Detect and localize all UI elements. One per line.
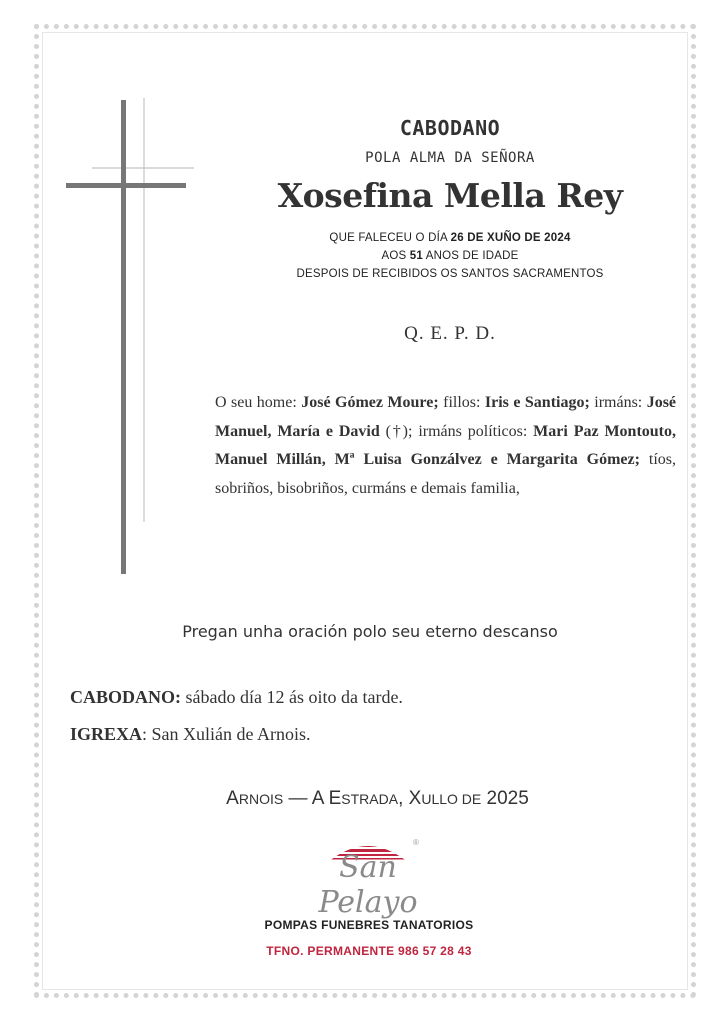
event-text: : San Xulián de Arnois.	[142, 724, 311, 744]
family-text-3: irmáns:	[589, 394, 647, 411]
event-label: IGREXA	[70, 724, 143, 744]
place-year: 2025	[481, 788, 529, 809]
cross-icon	[58, 92, 198, 582]
prayer-text: Pregan unha oración polo seu eterno descanso	[182, 622, 558, 641]
phone-number: TFNO. PERMANENTE 986 57 28 43	[266, 944, 472, 958]
place-rest-3: ULLO DE	[421, 791, 482, 807]
event-anniversary	[70, 687, 403, 708]
page-title: CABODANO	[399, 116, 501, 140]
family-text-2: fillos:	[438, 394, 485, 411]
event-church	[70, 724, 311, 745]
place-dash: —	[283, 788, 312, 809]
death-date: 26 DE XUÑO DE 2024	[450, 232, 571, 244]
place-sep: ,	[398, 788, 409, 809]
place-cap-2: A E	[311, 788, 342, 809]
event-label: CABODANO:	[70, 687, 181, 707]
qepd: Q. E. P. D.	[404, 323, 496, 344]
company-name: POMPAS FUNEBRES TANATORIOS	[264, 918, 474, 932]
place-cap-3: X	[408, 788, 422, 809]
family-children: Iris e Santiago;	[484, 394, 590, 411]
family-spouse: José Gómez Moure;	[301, 394, 439, 411]
age-prefix: AOS	[381, 250, 410, 262]
family-paragraph	[215, 389, 676, 503]
age-value: 51	[409, 250, 423, 262]
family-text-4: (†); irmáns políticos:	[379, 422, 534, 440]
age-line	[190, 247, 710, 265]
death-date-line	[190, 229, 710, 247]
age-suffix: ANOS DE IDADE	[423, 250, 519, 262]
registered-mark: ®	[413, 838, 419, 847]
sacraments-line: DESPOIS DE RECIBIDOS OS SANTOS SACRAMENTOS	[296, 268, 604, 280]
place-cap-1: A	[226, 788, 239, 809]
logo-text: San Pelayo	[318, 850, 418, 920]
family-text-5: tíos, sobriños, bisobriños, curmáns e demais familia,	[215, 451, 676, 497]
death-date-prefix: QUE FALECEU O DÍA	[329, 232, 451, 244]
death-info	[190, 229, 710, 283]
family-in-laws: Mari Paz Montouto, Manuel Millán, Mª Luisa Gonzálvez e Margarita Gómez;	[215, 422, 676, 468]
place-rest-1: RNOIS	[238, 791, 284, 807]
deceased-name: Xosefina Mella Rey	[277, 176, 623, 215]
event-text: sábado día 12 ás oito da tarde.	[181, 687, 403, 707]
family-siblings: José Manuel, María e David	[215, 394, 677, 440]
name-prefix: POLA ALMA DA SEÑORA	[365, 150, 535, 166]
family-text-1: O seu home:	[215, 394, 302, 411]
place-date	[120, 788, 635, 810]
place-rest-2: STRADA	[341, 791, 399, 807]
